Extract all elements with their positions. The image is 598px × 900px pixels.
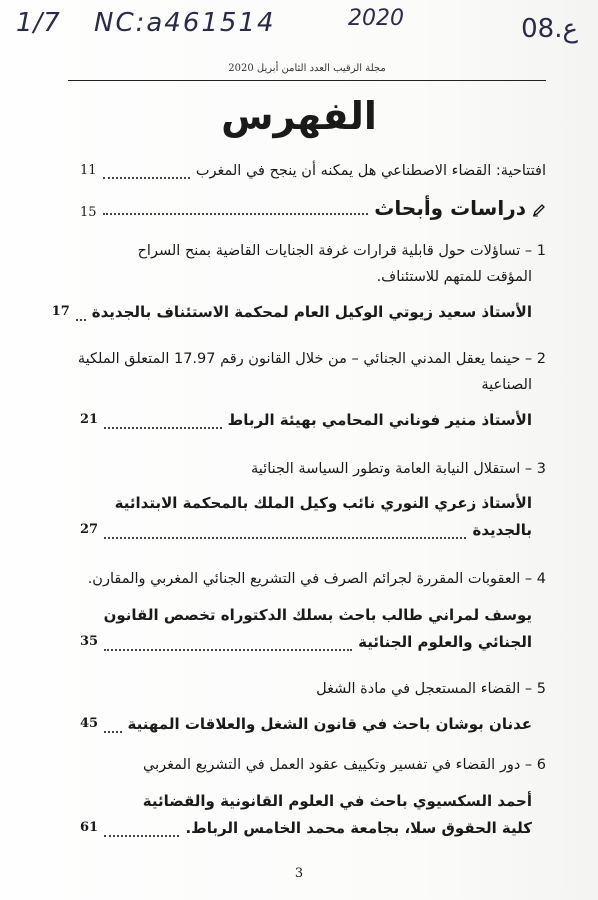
toc-item-5[interactable] xyxy=(80,676,546,738)
leader-dots xyxy=(104,835,179,837)
page-ref: 21 xyxy=(80,412,99,427)
topic-line: 4 – العقوبات المقررة لجرائم الصرف في التشريع الجنائي المغربي والمقارن. xyxy=(87,571,546,587)
author-line: الأستاذ منير فوناني المحامي بهيئة الرباط xyxy=(227,411,532,429)
author-line: الأستاذ سعيد زيوتي الوكيل العام لمحكمة الاستئناف بالجديدة xyxy=(91,303,532,321)
page-ref: 35 xyxy=(80,634,99,649)
toc-item-1[interactable] xyxy=(51,238,546,326)
toc-item-4[interactable] xyxy=(80,566,546,656)
page-ref: 17 xyxy=(51,304,70,319)
toc-item-3[interactable] xyxy=(80,456,546,544)
leader-dots xyxy=(104,649,352,651)
leader-dots xyxy=(76,319,86,321)
topic-line: 1 – تساؤلات حول قابلية قرارات غرفة الجنايات القاضية بمنح السراح xyxy=(137,243,546,259)
page-ref: 45 xyxy=(80,716,99,731)
handwritten-reference-number: NC:a461514 xyxy=(94,8,276,38)
author-line: كلية الحقوق سلا، بجامعة محمد الخامس الرباط. xyxy=(185,819,532,837)
leader-dots xyxy=(103,213,369,215)
topic-line: المؤقت للمتهم للاستئناف. xyxy=(376,269,532,285)
section-title: دراسات وأبحاث xyxy=(374,196,526,220)
topic-line: 6 – دور القضاء في تفسير وتكييف عقود العمل في التشريع المغربي xyxy=(143,757,546,773)
page-ref: 15 xyxy=(80,205,97,220)
author-line: الأستاذ زعري النوري نائب وكيل الملك بالمحكمة الابتدائية xyxy=(114,494,532,512)
handwritten-year: 2020 xyxy=(348,6,404,31)
author-line: عدنان بوشان باحث في قانون الشغل والعلاقات المهنية xyxy=(127,715,532,733)
editorial-title: افتتاحية: القضاء الاصطناعي هل يمكنه أن ينجح في المغرب xyxy=(195,163,546,179)
author-line: أحمد السكسيوي باحث في العلوم القانونية والقضائية xyxy=(142,792,532,810)
topic-line: 5 – القضاء المستعجل في مادة الشغل xyxy=(316,681,546,697)
leader-dots xyxy=(104,731,121,733)
leader-dots xyxy=(103,177,190,179)
author-line: بالجديدة xyxy=(472,521,532,539)
page-number: 3 xyxy=(294,866,304,881)
page-ref: 61 xyxy=(80,820,99,835)
toc-item-2[interactable] xyxy=(77,346,546,434)
topic-line: 3 – استقلال النيابة العامة وتطور السياسة الجنائية xyxy=(251,461,546,477)
header-rule xyxy=(68,80,546,81)
pen-icon xyxy=(532,203,546,217)
page-ref: 11 xyxy=(80,163,97,178)
topic-line: 2 – حينما يعقل المدني الجنائي – من خلال القانون رقم 17.97 المتعلق الملكية xyxy=(77,351,546,367)
topic-line: الصناعية xyxy=(481,377,532,393)
section-heading[interactable] xyxy=(80,196,546,220)
running-head: مجلة الرقيب العدد الثامن أبريل 2020 xyxy=(228,63,386,74)
author-line: الجنائي والعلوم الجنائية xyxy=(358,633,532,651)
toc-item-6[interactable] xyxy=(80,752,546,842)
leader-dots xyxy=(104,427,222,429)
page-title: الفهرس xyxy=(221,94,377,138)
editorial-entry[interactable] xyxy=(80,158,546,184)
leader-dots xyxy=(104,537,466,539)
handwritten-mark-right: 08.ع xyxy=(521,14,578,44)
handwritten-mark-left: 1/7 xyxy=(16,8,61,38)
page-ref: 27 xyxy=(80,522,99,537)
author-line: يوسف لمراني طالب باحث بسلك الدكتوراه تخصص القانون xyxy=(103,606,532,624)
